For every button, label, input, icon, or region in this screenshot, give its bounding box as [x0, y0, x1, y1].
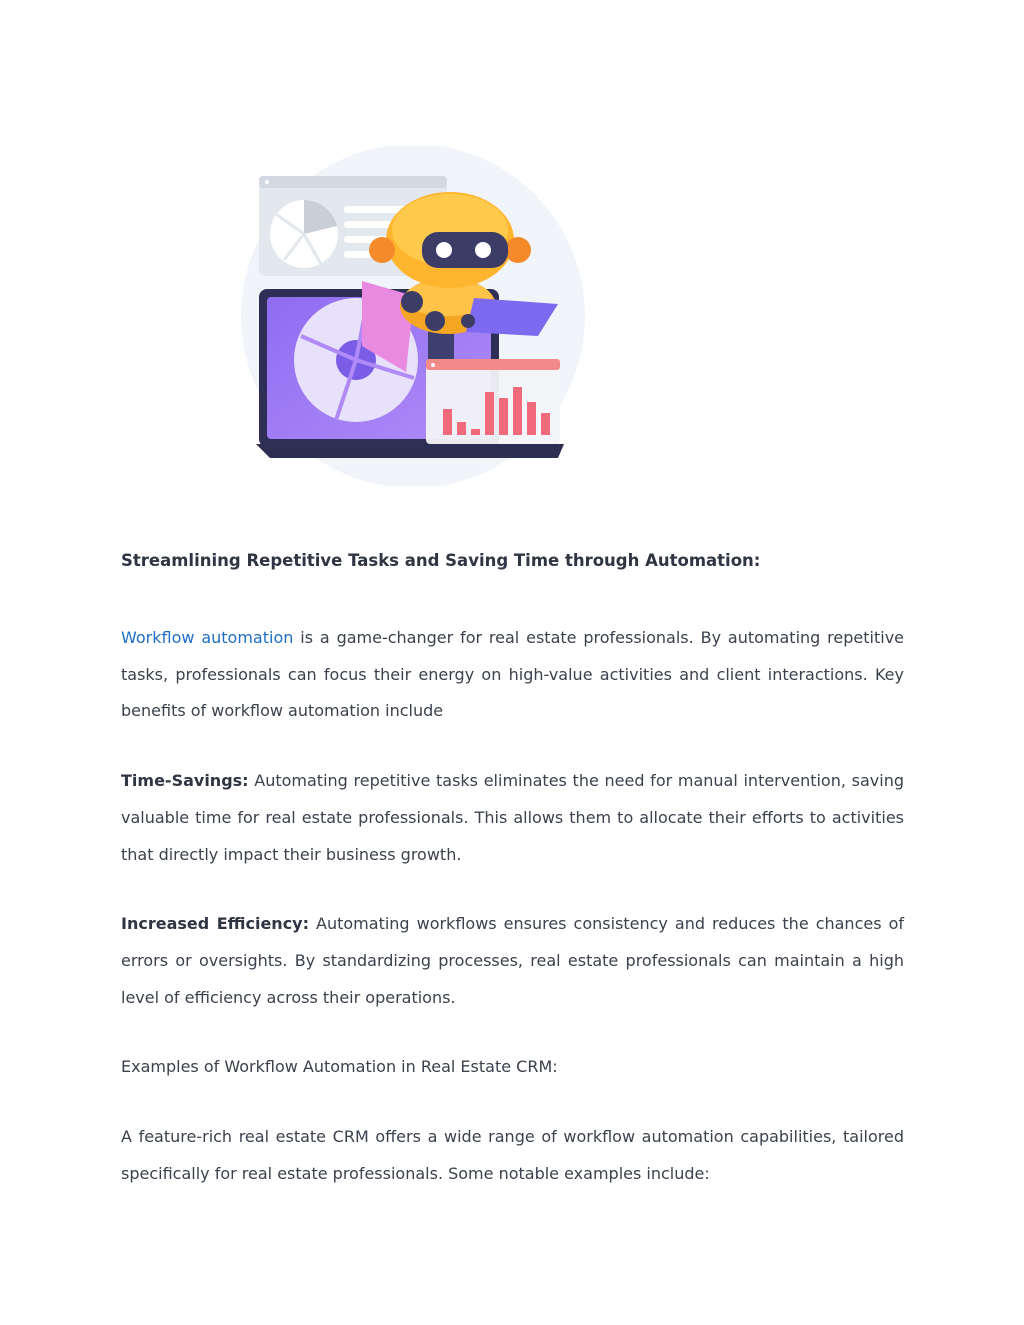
closing-paragraph: A feature-rich real estate CRM offers a wide range of workflow automation capabilities, tailored specifically for real estate professionals. Some notable examples include: [121, 1127, 904, 1183]
benefit-text: Automating workflows ensures consistency and reduces the chances of errors or oversights. By standardizing processes, real estate professionals can maintain a high level of efficiency across their operations. [121, 914, 904, 1007]
robot-automation-illustration [236, 146, 592, 486]
benefit-label: Time-Savings: [121, 771, 249, 791]
benefit-time-savings [121, 763, 904, 873]
section-heading: Streamlining Repetitive Tasks and Saving Time through Automation: [121, 551, 761, 570]
article-body [121, 549, 904, 1192]
workflow-automation-link[interactable]: Workflow automation [121, 628, 294, 647]
intro-text: is a game-changer for real estate professionals. By automating repetitive tasks, professionals can focus their energy on high-value activities and client interactions. Key benefits of workflow automation include [121, 628, 905, 721]
robot-laptop-icon [236, 146, 592, 486]
examples-heading: Examples of Workflow Automation in Real Estate CRM: [121, 1057, 558, 1077]
benefit-label: Increased Efficiency: [121, 914, 309, 934]
intro-paragraph [121, 620, 904, 730]
benefit-text: Automating repetitive tasks eliminates the need for manual intervention, saving valuable time for real estate professionals. This allows them to allocate their efforts to activities that directly impact their business growth. [121, 771, 904, 864]
benefit-increased-efficiency [121, 906, 904, 1016]
